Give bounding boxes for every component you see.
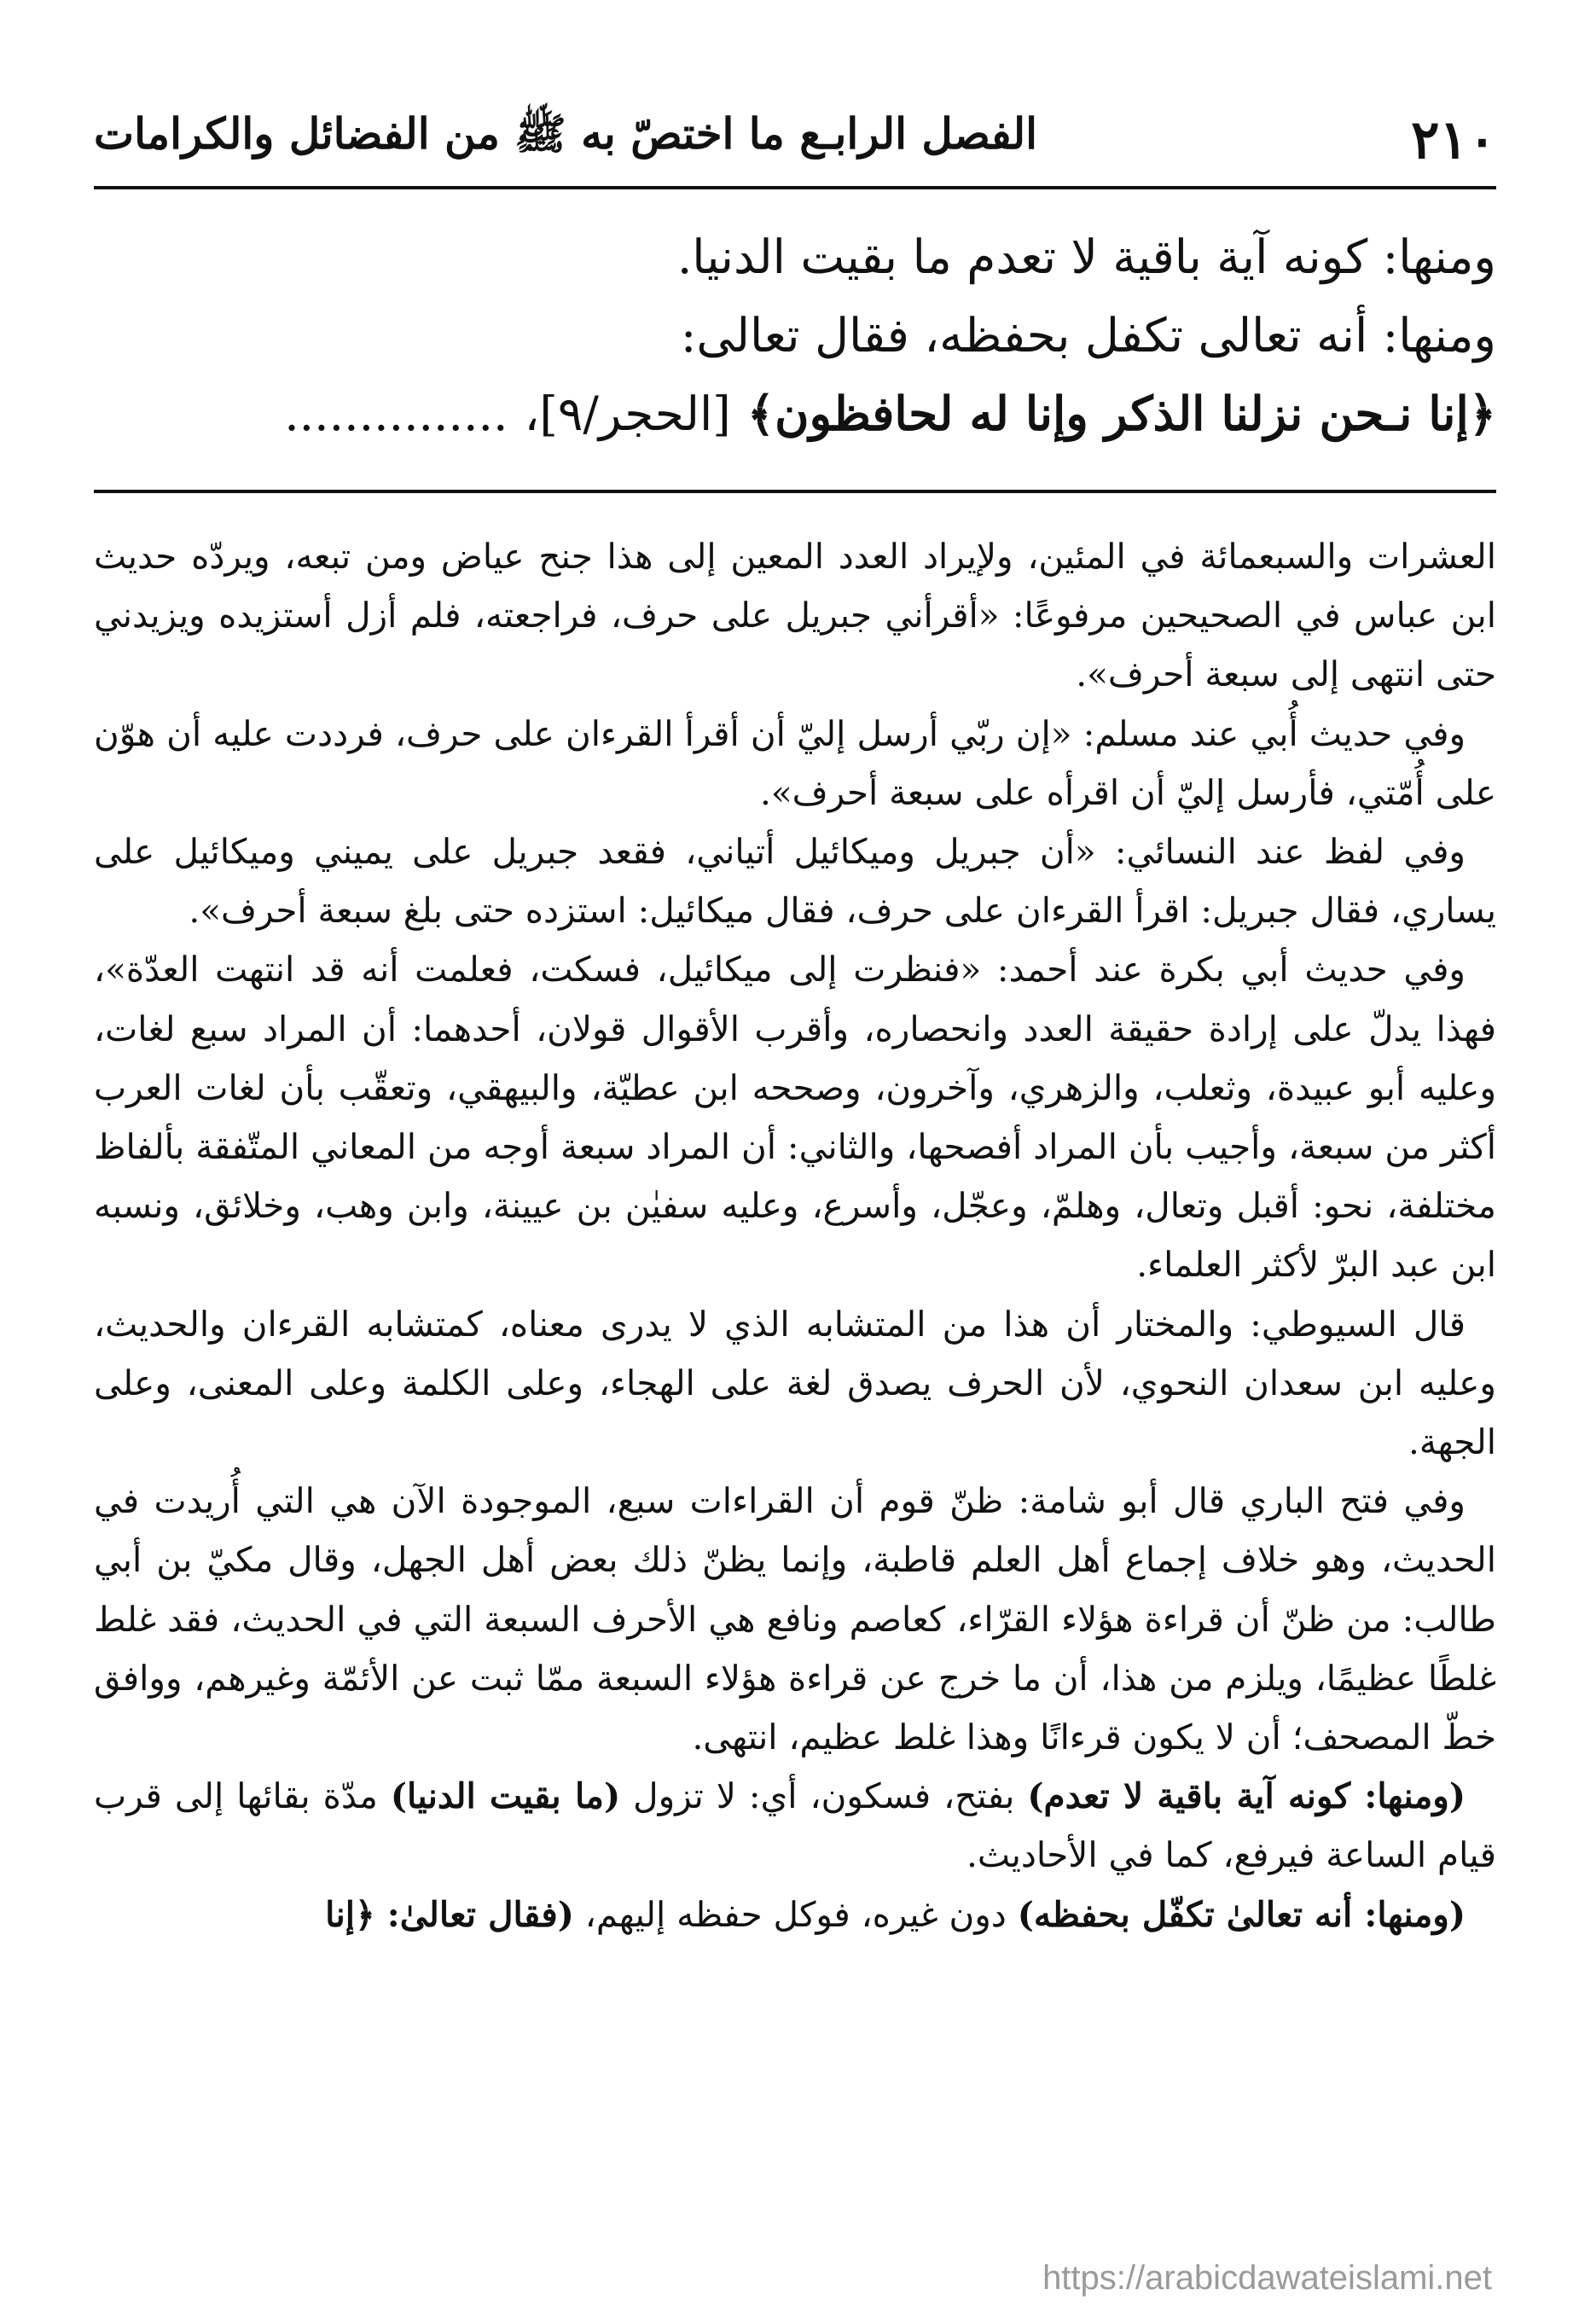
verse-citation: [الحجر/٩]، bbox=[524, 386, 731, 441]
header-rule bbox=[94, 186, 1496, 189]
commentary-paragraph-5: قال السيوطي: والمختار أن هذا من المتشابه الذي لا يدرى معناه، كمتشابه القرءان والحديث، وعليه ابن سعدان النحوي، لأن الحرف يصدق لغة على الهجاء، وعلى الكلمة وعلى المعنى، وعلى الجهة. bbox=[94, 1303, 1496, 1463]
commentary-text: بفتح، فسكون، أي: لا تزول bbox=[620, 1775, 1028, 1817]
page-header bbox=[94, 101, 1496, 177]
commentary-paragraph-7 bbox=[94, 1767, 1496, 1885]
page-number: ٢١٠ bbox=[1411, 107, 1496, 171]
commentary-paragraph-4: وفي حديث أبي بكرة عند أحمد: «فنظرت إلى ميكائيل، فسكت، فعلمت أنه قد انتهت العدّة»، فهذا يدلّ على إرادة حقيقة العدد وانحصاره، وأقرب الأقوال قولان، أحدهما: أن المراد سبع لغات، وعليه أبو عبيدة، وثعلب، والزهري، وآخرون، وصححه ابن عطيّة، والبيهقي، وتعقّب بأن لغات العرب أكثر من سبعة، وأجيب بأن المراد أفصحها، والثاني: أن المراد سبعة أوجه من المعاني المتّفقة بألفاظ مختلفة، نحو: أقبل وتعال، وهلمّ، وعجّل، وأسرع، وعليه سفيٰن بن عيينة، وابن وهب، وخلائق، ونسبه ابن عبد البرّ لأكثر العلماء. bbox=[94, 949, 1496, 1286]
commentary-paragraph-6: وفي فتح الباري قال أبو شامة: ظنّ قوم أن القراءات سبع، الموجودة الآن هي التي أُريدت في الحديث، وهو خلاف إجماع أهل العلم قاطبة، وإنما يظنّ ذلك بعض أهل الجهل، وقال مكيّ بن أبي طالب: من ظنّ أن قراءة هؤلاء القرّاء، كعاصم ونافع هي الأحرف السبعة التي في الحديث، فقد غلط غلطًا عظيمًا، ويلزم من هذا، أن ما خرج عن قراءة هؤلاء السبعة ممّا ثبت عن الأئمّة وغيرهم، ووافق خطّ المصحف؛ أن لا يكون قرءانًا وهذا غلط عظيم، انتهى. bbox=[94, 1480, 1496, 1758]
commentary bbox=[94, 527, 1496, 1944]
commentary-text: دون غيره، فوكل حفظه إليهم، bbox=[573, 1893, 1018, 1935]
quoted-matn: (ما بقيت الدنيا) bbox=[390, 1775, 621, 1817]
commentary-paragraph-3: وفي لفظ عند النسائي: «أن جبريل وميكائيل أتياني، فقعد جبريل على يميني وميكائيل على يساري، فقال جبريل: اقرأ القرءان على حرف، فقال ميكائيل: استزده حتى بلغ سبعة أحرف». bbox=[94, 831, 1496, 932]
quoted-matn: (فقال تعالىٰ: ﴿إنا bbox=[325, 1893, 574, 1935]
quoted-matn: (ومنها: كونه آية باقية لا تعدم) bbox=[1027, 1775, 1466, 1817]
matn-line-1: ومنها: كونه آية باقية لا تعدم ما بقيت الدنيا. bbox=[676, 229, 1496, 284]
quran-verse-line bbox=[94, 375, 1496, 453]
main-text bbox=[94, 218, 1496, 453]
matn-separator-rule bbox=[94, 490, 1496, 493]
ellipsis-dots: ............... bbox=[284, 386, 508, 441]
matn-line-2: ومنها: أنه تعالى تكفل بحفظه، فقال تعالى: bbox=[680, 308, 1496, 363]
commentary-paragraph-1: العشرات والسبعمائة في المئين، ولإيراد العدد المعين إلى هذا جنح عياض ومن تبعه، ويردّه حديث ابن عباس في الصحيحين مرفوعًا: «أقرأني جبريل على حرف، فراجعته، فلم أزل أستزيده ويزيدني حتى انتهى إلى سبعة أحرف». bbox=[94, 536, 1496, 695]
commentary-text: مدّة بقائها إلى قرب قيام الساعة فيرفع، كما في الأحاديث. bbox=[94, 1775, 1496, 1876]
website-watermark: https://arabicdawateislami.net bbox=[1042, 2259, 1492, 2297]
quoted-matn: (ومنها: أنه تعالىٰ تكفّل بحفظه) bbox=[1017, 1893, 1466, 1935]
quran-verse: ﴿إنا نـحن نزلنا الذكر وإنا له لحافظون﴾ bbox=[746, 386, 1496, 441]
commentary-paragraph-2: وفي حديث أُبي عند مسلم: «إن ربّي أرسل إليّ أن أقرأ القرءان على حرف، فرددت عليه أن هوّن على أُمّتي، فأرسل إليّ أن اقرأه على سبعة أحرف». bbox=[94, 712, 1496, 813]
commentary-paragraph-8 bbox=[94, 1885, 1496, 1944]
chapter-title: الفصل الرابـع ما اختصّ به ﷺ من الفضائل والكرامات bbox=[94, 108, 1038, 159]
